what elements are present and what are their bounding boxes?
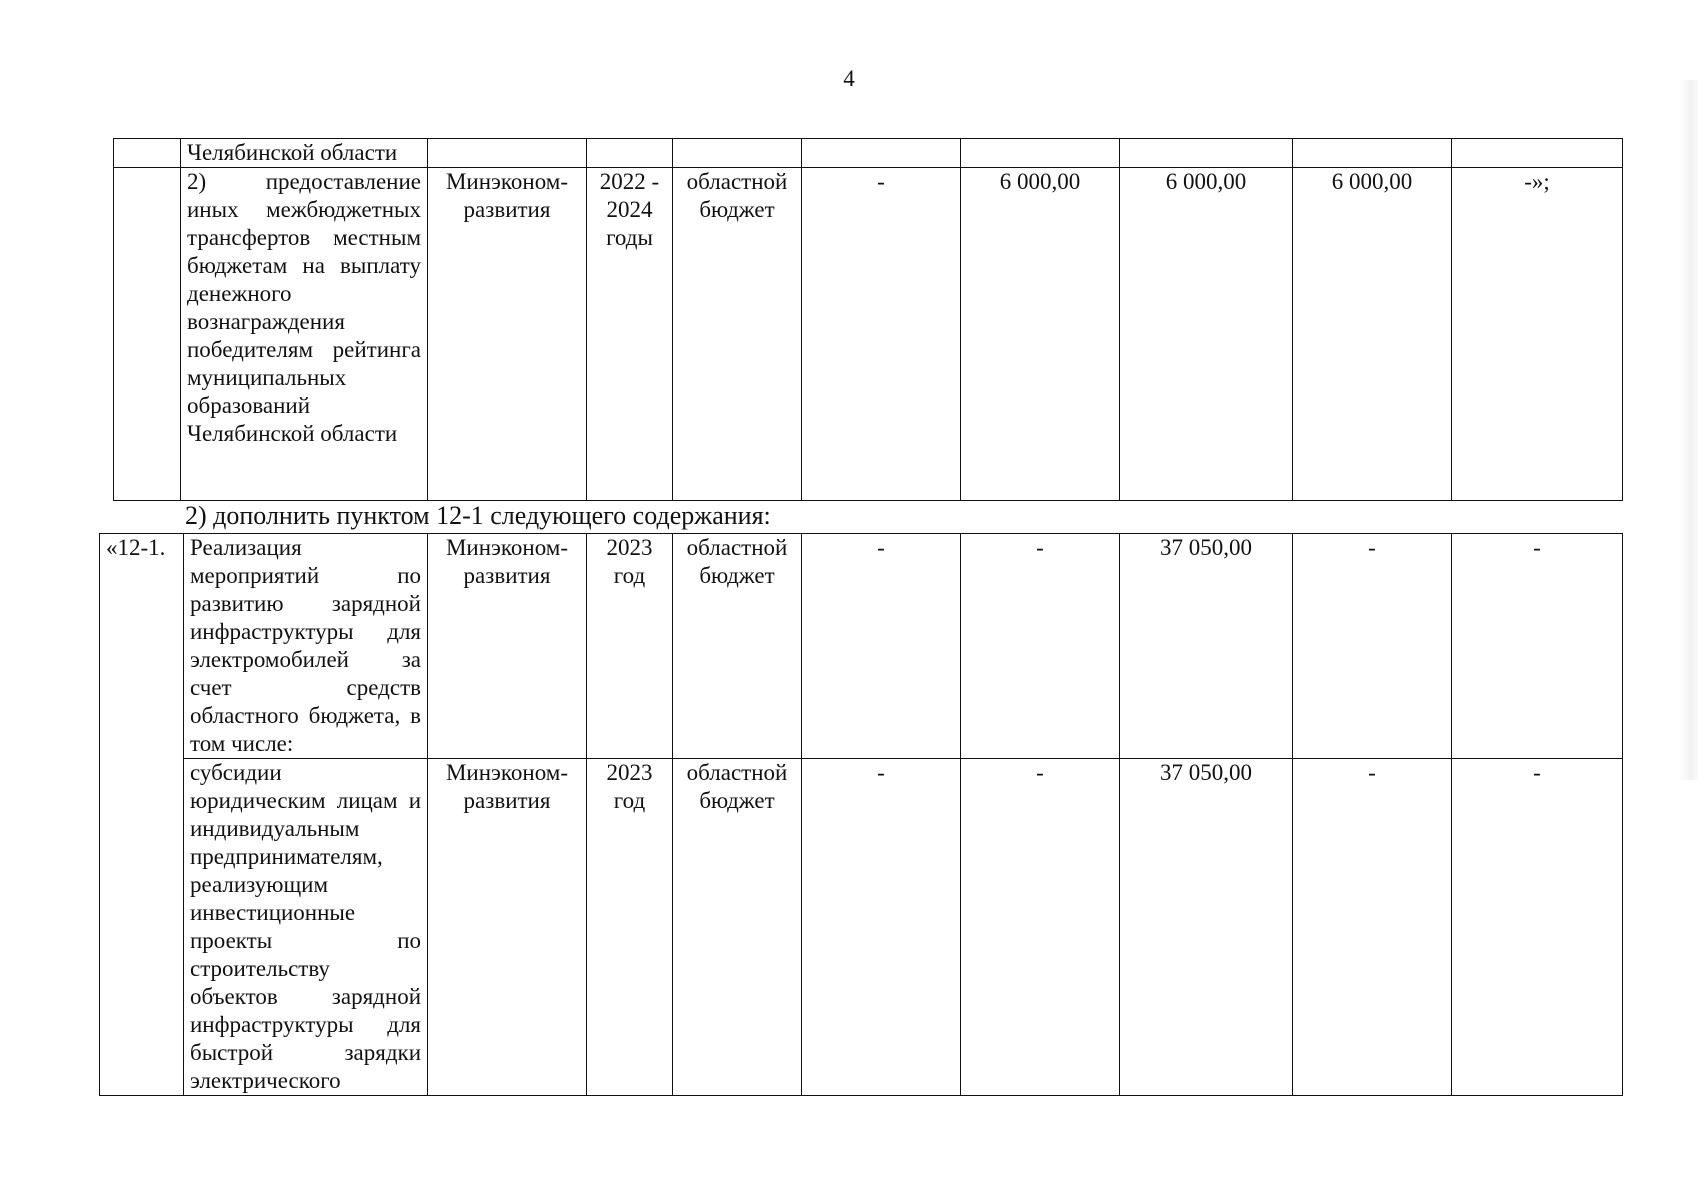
number-cell — [100, 759, 184, 1096]
number-cell — [114, 168, 181, 501]
value-cell: - — [1452, 534, 1623, 759]
executor-cell: Минэконом-развития — [428, 759, 587, 1096]
source-cell: областной бюджет — [673, 759, 802, 1096]
name-cell: Челябинской области — [181, 139, 428, 168]
period-cell: 2022 - 2024 годы — [587, 168, 673, 501]
budget-table-continued — [113, 138, 1623, 501]
name-cell: 2) предоставление иных межбюджетных трансфертов местным бюджетам на выплату денежного вознаграждения победителям рейтинга муниципальных образований Челябинской области — [181, 168, 428, 501]
value-cell: - — [802, 168, 961, 501]
number-cell — [114, 139, 181, 168]
page-number: 4 — [843, 66, 855, 91]
value-cell: - — [961, 759, 1120, 1096]
source-cell: областной бюджет — [673, 534, 802, 759]
instruction-text: 2) дополнить пунктом 12-1 следующего содержания: — [185, 501, 771, 530]
value-cell: 37 050,00 — [1120, 534, 1293, 759]
number-cell: «12-1. — [100, 534, 184, 759]
table-row — [100, 534, 1623, 759]
value-cell: - — [802, 534, 961, 759]
period-cell: 2023 год — [587, 759, 673, 1096]
table-row — [114, 139, 1623, 168]
source-cell: областной бюджет — [673, 168, 802, 501]
value-cell: 6 000,00 — [1120, 168, 1293, 501]
value-cell: 37 050,00 — [1120, 759, 1293, 1096]
value-cell: - — [802, 759, 961, 1096]
scan-edge-artifact — [1680, 80, 1698, 780]
table-row — [114, 168, 1623, 501]
budget-table-new-item — [99, 533, 1623, 1096]
name-cell: субсидии юридическим лицам и индивидуальным предпринимателям, реализующим инвестиционные проекты по строительству объектов зарядной инфраструктуры для быстрой зарядки электрического — [184, 759, 428, 1096]
value-cell: 6 000,00 — [1293, 168, 1452, 501]
executor-cell: Минэконом-развития — [428, 168, 587, 501]
value-cell: - — [1293, 759, 1452, 1096]
value-cell: 6 000,00 — [961, 168, 1120, 501]
name-cell: Реализация мероприятий по развитию зарядной инфраструктуры для электромобилей за счет средств областного бюджета, в том числе: — [184, 534, 428, 759]
value-cell: -»; — [1452, 168, 1623, 501]
value-cell: - — [1293, 534, 1452, 759]
period-cell: 2023 год — [587, 534, 673, 759]
value-cell: - — [1452, 759, 1623, 1096]
value-cell: - — [961, 534, 1120, 759]
executor-cell: Минэконом-развития — [428, 534, 587, 759]
table-row — [100, 759, 1623, 1096]
